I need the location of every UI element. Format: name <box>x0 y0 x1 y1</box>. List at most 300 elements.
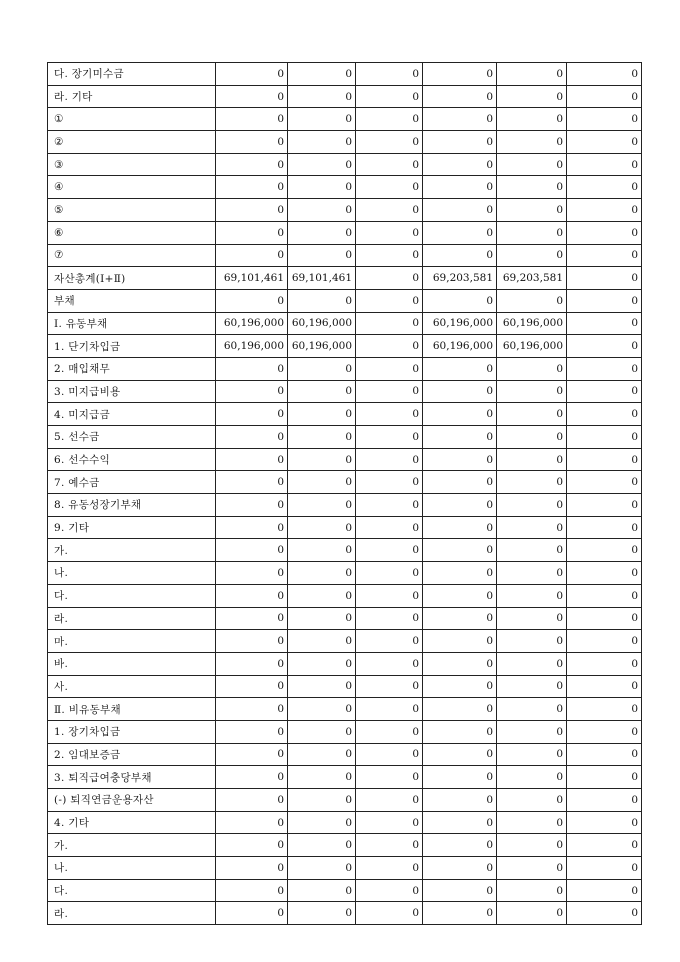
amount-cell: 0 <box>356 698 423 721</box>
amount-cell: 0 <box>567 516 642 539</box>
amount-cell: 0 <box>423 879 497 902</box>
amount-cell: 0 <box>423 426 497 449</box>
amount-cell: 0 <box>497 176 567 199</box>
amount-cell: 0 <box>423 199 497 222</box>
amount-cell: 0 <box>497 630 567 653</box>
amount-cell: 0 <box>288 789 356 812</box>
table-row <box>48 289 642 312</box>
amount-cell: 0 <box>423 85 497 108</box>
amount-cell: 0 <box>497 584 567 607</box>
amount-cell: 0 <box>288 153 356 176</box>
amount-cell: 0 <box>288 131 356 154</box>
amount-cell: 0 <box>567 698 642 721</box>
amount-cell: 0 <box>356 357 423 380</box>
table-row <box>48 584 642 607</box>
table-row <box>48 902 642 925</box>
amount-cell: 0 <box>216 426 288 449</box>
amount-cell: 0 <box>356 85 423 108</box>
table-row <box>48 176 642 199</box>
amount-cell: 0 <box>423 698 497 721</box>
amount-cell: 0 <box>288 471 356 494</box>
amount-cell: 0 <box>567 267 642 290</box>
amount-cell: 0 <box>497 199 567 222</box>
amount-cell: 0 <box>216 221 288 244</box>
row-label: ⑦ <box>48 244 216 267</box>
amount-cell: 0 <box>216 584 288 607</box>
amount-cell: 0 <box>497 834 567 857</box>
row-label: 3. 퇴직급여충당부채 <box>48 766 216 789</box>
amount-cell: 0 <box>567 652 642 675</box>
amount-cell: 0 <box>423 221 497 244</box>
amount-cell: 0 <box>567 108 642 131</box>
amount-cell: 0 <box>567 153 642 176</box>
amount-cell: 0 <box>497 108 567 131</box>
table-row <box>48 834 642 857</box>
row-label: ③ <box>48 153 216 176</box>
amount-cell: 0 <box>356 720 423 743</box>
table-row <box>48 403 642 426</box>
table-row <box>48 153 642 176</box>
amount-cell: 60,196,000 <box>497 312 567 335</box>
amount-cell: 0 <box>567 426 642 449</box>
amount-cell: 0 <box>567 494 642 517</box>
amount-cell: 0 <box>288 221 356 244</box>
amount-cell: 0 <box>356 652 423 675</box>
table-row <box>48 698 642 721</box>
amount-cell: 0 <box>216 811 288 834</box>
amount-cell: 0 <box>356 176 423 199</box>
row-label: 4. 기타 <box>48 811 216 834</box>
amount-cell: 0 <box>356 244 423 267</box>
amount-cell: 0 <box>216 562 288 585</box>
amount-cell: 0 <box>216 131 288 154</box>
amount-cell: 0 <box>497 221 567 244</box>
amount-cell: 0 <box>497 244 567 267</box>
amount-cell: 0 <box>567 630 642 653</box>
amount-cell: 0 <box>497 426 567 449</box>
amount-cell: 0 <box>567 312 642 335</box>
amount-cell: 0 <box>423 720 497 743</box>
amount-cell: 0 <box>423 539 497 562</box>
table-row <box>48 108 642 131</box>
amount-cell: 0 <box>216 357 288 380</box>
table-row <box>48 357 642 380</box>
amount-cell: 0 <box>356 380 423 403</box>
amount-cell: 0 <box>356 834 423 857</box>
row-label: 바. <box>48 652 216 675</box>
amount-cell: 0 <box>288 652 356 675</box>
row-label: ④ <box>48 176 216 199</box>
amount-cell: 0 <box>497 652 567 675</box>
amount-cell: 0 <box>216 176 288 199</box>
amount-cell: 0 <box>216 630 288 653</box>
amount-cell: 0 <box>423 766 497 789</box>
amount-cell: 0 <box>216 516 288 539</box>
row-label: 1. 단기차입금 <box>48 335 216 358</box>
amount-cell: 0 <box>356 312 423 335</box>
row-label: 다. <box>48 879 216 902</box>
amount-cell: 0 <box>356 199 423 222</box>
amount-cell: 0 <box>497 85 567 108</box>
table-row <box>48 811 642 834</box>
amount-cell: 0 <box>288 176 356 199</box>
row-label: 7. 예수금 <box>48 471 216 494</box>
amount-cell: 0 <box>288 562 356 585</box>
amount-cell: 0 <box>423 494 497 517</box>
amount-cell: 0 <box>216 743 288 766</box>
amount-cell: 0 <box>567 221 642 244</box>
amount-cell: 0 <box>497 743 567 766</box>
amount-cell: 0 <box>288 199 356 222</box>
amount-cell: 0 <box>423 176 497 199</box>
amount-cell: 0 <box>567 471 642 494</box>
amount-cell: 0 <box>497 131 567 154</box>
table-row <box>48 857 642 880</box>
amount-cell: 0 <box>288 539 356 562</box>
table-row <box>48 267 642 290</box>
amount-cell: 0 <box>567 63 642 86</box>
row-label: Ⅰ. 유동부채 <box>48 312 216 335</box>
amount-cell: 0 <box>288 630 356 653</box>
amount-cell: 0 <box>288 494 356 517</box>
amount-cell: 0 <box>497 879 567 902</box>
amount-cell: 0 <box>423 675 497 698</box>
amount-cell: 0 <box>288 834 356 857</box>
amount-cell: 0 <box>216 494 288 517</box>
amount-cell: 0 <box>567 902 642 925</box>
amount-cell: 0 <box>356 289 423 312</box>
amount-cell: 69,101,461 <box>288 267 356 290</box>
amount-cell: 0 <box>288 244 356 267</box>
amount-cell: 0 <box>423 289 497 312</box>
amount-cell: 0 <box>497 720 567 743</box>
amount-cell: 0 <box>216 380 288 403</box>
amount-cell: 0 <box>423 244 497 267</box>
amount-cell: 0 <box>423 630 497 653</box>
amount-cell: 0 <box>356 131 423 154</box>
amount-cell: 0 <box>288 426 356 449</box>
amount-cell: 69,101,461 <box>216 267 288 290</box>
amount-cell: 0 <box>356 516 423 539</box>
amount-cell: 0 <box>497 675 567 698</box>
row-label: (-) 퇴직연금운용자산 <box>48 789 216 812</box>
amount-cell: 0 <box>567 766 642 789</box>
amount-cell: 0 <box>216 539 288 562</box>
amount-cell: 0 <box>497 153 567 176</box>
table-row <box>48 85 642 108</box>
amount-cell: 60,196,000 <box>423 335 497 358</box>
row-label: ⑤ <box>48 199 216 222</box>
table-row <box>48 199 642 222</box>
amount-cell: 0 <box>567 811 642 834</box>
row-label: 2. 매입채무 <box>48 357 216 380</box>
amount-cell: 0 <box>567 789 642 812</box>
amount-cell: 0 <box>423 584 497 607</box>
amount-cell: 0 <box>423 652 497 675</box>
amount-cell: 0 <box>497 403 567 426</box>
amount-cell: 0 <box>497 539 567 562</box>
amount-cell: 0 <box>216 289 288 312</box>
table-row <box>48 720 642 743</box>
table-row <box>48 63 642 86</box>
amount-cell: 0 <box>288 448 356 471</box>
table-row <box>48 312 642 335</box>
amount-cell: 0 <box>288 743 356 766</box>
amount-cell: 0 <box>423 63 497 86</box>
balance-sheet-table <box>47 62 642 925</box>
amount-cell: 0 <box>216 698 288 721</box>
table-row <box>48 380 642 403</box>
row-label: 3. 미지급비용 <box>48 380 216 403</box>
amount-cell: 0 <box>216 244 288 267</box>
amount-cell: 0 <box>567 199 642 222</box>
amount-cell: 0 <box>356 857 423 880</box>
amount-cell: 0 <box>497 494 567 517</box>
amount-cell: 0 <box>216 902 288 925</box>
amount-cell: 0 <box>497 902 567 925</box>
amount-cell: 0 <box>356 902 423 925</box>
amount-cell: 0 <box>288 584 356 607</box>
amount-cell: 0 <box>216 879 288 902</box>
amount-cell: 0 <box>567 244 642 267</box>
table-row <box>48 630 642 653</box>
amount-cell: 0 <box>288 403 356 426</box>
amount-cell: 0 <box>567 85 642 108</box>
amount-cell: 0 <box>497 562 567 585</box>
amount-cell: 0 <box>356 403 423 426</box>
table-row <box>48 426 642 449</box>
table-row <box>48 335 642 358</box>
amount-cell: 0 <box>567 675 642 698</box>
amount-cell: 60,196,000 <box>216 312 288 335</box>
row-label: 1. 장기차입금 <box>48 720 216 743</box>
amount-cell: 0 <box>497 789 567 812</box>
amount-cell: 0 <box>497 811 567 834</box>
row-label: ② <box>48 131 216 154</box>
amount-cell: 0 <box>567 857 642 880</box>
table-row <box>48 244 642 267</box>
amount-cell: 0 <box>356 789 423 812</box>
amount-cell: 0 <box>288 698 356 721</box>
amount-cell: 0 <box>356 584 423 607</box>
amount-cell: 0 <box>423 811 497 834</box>
row-label: 자산총계(Ⅰ+Ⅱ) <box>48 267 216 290</box>
amount-cell: 0 <box>288 879 356 902</box>
amount-cell: 0 <box>497 766 567 789</box>
table-row <box>48 675 642 698</box>
row-label: 라. <box>48 607 216 630</box>
table-row <box>48 131 642 154</box>
amount-cell: 0 <box>497 380 567 403</box>
table-row <box>48 471 642 494</box>
amount-cell: 0 <box>567 743 642 766</box>
table-row <box>48 221 642 244</box>
table-row <box>48 743 642 766</box>
amount-cell: 0 <box>356 335 423 358</box>
table-row <box>48 448 642 471</box>
amount-cell: 0 <box>356 539 423 562</box>
amount-cell: 0 <box>497 357 567 380</box>
row-label: 8. 유동성장기부채 <box>48 494 216 517</box>
amount-cell: 0 <box>288 766 356 789</box>
amount-cell: 0 <box>216 85 288 108</box>
amount-cell: 0 <box>356 267 423 290</box>
amount-cell: 0 <box>567 380 642 403</box>
table-row <box>48 516 642 539</box>
row-label: ① <box>48 108 216 131</box>
amount-cell: 0 <box>288 380 356 403</box>
amount-cell: 0 <box>423 153 497 176</box>
table-row <box>48 766 642 789</box>
amount-cell: 0 <box>423 857 497 880</box>
amount-cell: 0 <box>497 607 567 630</box>
amount-cell: 0 <box>567 607 642 630</box>
amount-cell: 69,203,581 <box>423 267 497 290</box>
amount-cell: 0 <box>216 108 288 131</box>
row-label: 4. 미지급금 <box>48 403 216 426</box>
amount-cell: 0 <box>216 789 288 812</box>
amount-cell: 69,203,581 <box>497 267 567 290</box>
amount-cell: 0 <box>216 857 288 880</box>
table-body <box>48 63 642 925</box>
row-label: 나. <box>48 562 216 585</box>
amount-cell: 0 <box>423 902 497 925</box>
amount-cell: 0 <box>497 698 567 721</box>
amount-cell: 0 <box>216 766 288 789</box>
amount-cell: 0 <box>567 131 642 154</box>
amount-cell: 0 <box>216 199 288 222</box>
row-label: 나. <box>48 857 216 880</box>
table-row <box>48 607 642 630</box>
amount-cell: 0 <box>288 289 356 312</box>
table-row <box>48 539 642 562</box>
amount-cell: 0 <box>423 108 497 131</box>
amount-cell: 0 <box>216 471 288 494</box>
amount-cell: 0 <box>356 471 423 494</box>
amount-cell: 0 <box>423 448 497 471</box>
amount-cell: 0 <box>497 448 567 471</box>
amount-cell: 0 <box>567 403 642 426</box>
amount-cell: 0 <box>216 63 288 86</box>
amount-cell: 0 <box>567 834 642 857</box>
table-row <box>48 652 642 675</box>
amount-cell: 0 <box>356 562 423 585</box>
amount-cell: 0 <box>567 448 642 471</box>
row-label: 2. 임대보증금 <box>48 743 216 766</box>
amount-cell: 0 <box>567 562 642 585</box>
amount-cell: 0 <box>423 834 497 857</box>
amount-cell: 60,196,000 <box>288 312 356 335</box>
amount-cell: 0 <box>288 85 356 108</box>
row-label: ⑥ <box>48 221 216 244</box>
amount-cell: 0 <box>216 448 288 471</box>
amount-cell: 0 <box>288 811 356 834</box>
amount-cell: 0 <box>423 562 497 585</box>
amount-cell: 60,196,000 <box>288 335 356 358</box>
row-label: 라. <box>48 902 216 925</box>
amount-cell: 0 <box>216 607 288 630</box>
amount-cell: 0 <box>423 516 497 539</box>
amount-cell: 0 <box>423 471 497 494</box>
table-row <box>48 494 642 517</box>
row-label: 다. <box>48 584 216 607</box>
amount-cell: 0 <box>497 471 567 494</box>
amount-cell: 0 <box>216 720 288 743</box>
amount-cell: 0 <box>288 63 356 86</box>
table-row <box>48 789 642 812</box>
amount-cell: 0 <box>356 494 423 517</box>
amount-cell: 0 <box>497 857 567 880</box>
amount-cell: 0 <box>216 834 288 857</box>
amount-cell: 0 <box>567 584 642 607</box>
row-label: 마. <box>48 630 216 653</box>
row-label: 가. <box>48 539 216 562</box>
amount-cell: 0 <box>288 675 356 698</box>
amount-cell: 0 <box>567 539 642 562</box>
amount-cell: 0 <box>356 766 423 789</box>
amount-cell: 0 <box>216 675 288 698</box>
amount-cell: 0 <box>356 108 423 131</box>
amount-cell: 0 <box>356 426 423 449</box>
amount-cell: 0 <box>356 448 423 471</box>
amount-cell: 0 <box>216 403 288 426</box>
amount-cell: 60,196,000 <box>216 335 288 358</box>
row-label: 9. 기타 <box>48 516 216 539</box>
amount-cell: 0 <box>356 879 423 902</box>
amount-cell: 0 <box>423 357 497 380</box>
amount-cell: 0 <box>567 879 642 902</box>
amount-cell: 0 <box>356 630 423 653</box>
amount-cell: 0 <box>497 289 567 312</box>
table-row <box>48 879 642 902</box>
amount-cell: 0 <box>356 675 423 698</box>
row-label: 6. 선수수익 <box>48 448 216 471</box>
amount-cell: 60,196,000 <box>497 335 567 358</box>
row-label: 부채 <box>48 289 216 312</box>
amount-cell: 0 <box>497 516 567 539</box>
row-label: 5. 선수금 <box>48 426 216 449</box>
amount-cell: 0 <box>356 811 423 834</box>
amount-cell: 0 <box>288 902 356 925</box>
amount-cell: 0 <box>423 607 497 630</box>
amount-cell: 0 <box>288 720 356 743</box>
amount-cell: 0 <box>216 652 288 675</box>
amount-cell: 0 <box>288 607 356 630</box>
amount-cell: 60,196,000 <box>423 312 497 335</box>
row-label: 가. <box>48 834 216 857</box>
amount-cell: 0 <box>423 380 497 403</box>
row-label: 사. <box>48 675 216 698</box>
amount-cell: 0 <box>288 108 356 131</box>
amount-cell: 0 <box>567 335 642 358</box>
table-row <box>48 562 642 585</box>
amount-cell: 0 <box>567 357 642 380</box>
amount-cell: 0 <box>497 63 567 86</box>
row-label: 라. 기타 <box>48 85 216 108</box>
amount-cell: 0 <box>423 789 497 812</box>
amount-cell: 0 <box>288 357 356 380</box>
amount-cell: 0 <box>288 516 356 539</box>
row-label: Ⅱ. 비유동부채 <box>48 698 216 721</box>
amount-cell: 0 <box>356 153 423 176</box>
amount-cell: 0 <box>356 221 423 244</box>
row-label: 다. 장기미수금 <box>48 63 216 86</box>
amount-cell: 0 <box>567 289 642 312</box>
amount-cell: 0 <box>423 403 497 426</box>
amount-cell: 0 <box>356 607 423 630</box>
amount-cell: 0 <box>567 720 642 743</box>
amount-cell: 0 <box>567 176 642 199</box>
